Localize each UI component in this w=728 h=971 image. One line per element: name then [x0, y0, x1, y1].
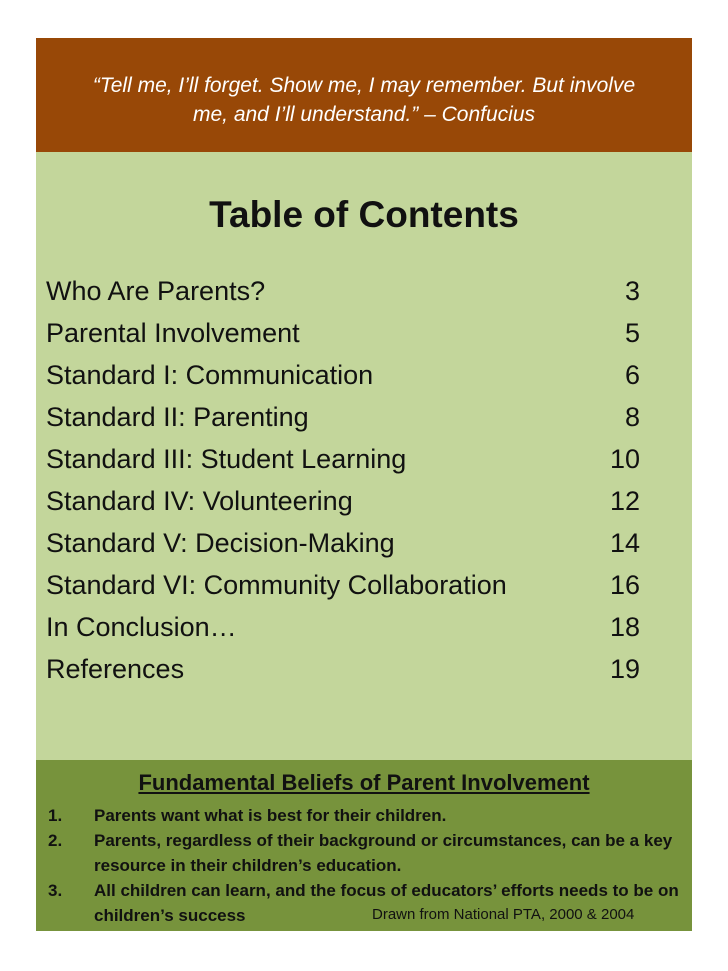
belief-text: Parents want what is best for their children. — [94, 806, 447, 825]
toc-entry-page: 19 — [609, 654, 640, 684]
toc-entry-label: Who Are Parents? — [46, 276, 266, 306]
toc-entry-label: Standard II: Parenting — [46, 402, 309, 432]
toc-entry-page: 18 — [609, 612, 640, 642]
toc-entry-page: 8 — [624, 402, 640, 432]
toc-entry — [46, 570, 640, 610]
belief-number: 2. — [48, 831, 63, 850]
toc-entry — [46, 528, 640, 568]
toc-entry-page: 10 — [609, 444, 640, 474]
toc-entry-label: Standard I: Communication — [46, 360, 374, 390]
belief-text: All children can learn, and the focus of educators’ efforts needs to be on children’s success — [94, 881, 679, 925]
toc-entry — [46, 444, 640, 484]
fundamental-beliefs-section — [36, 760, 692, 931]
quote-banner — [36, 38, 692, 152]
toc-entry — [46, 654, 640, 694]
toc-entry-page: 14 — [609, 528, 640, 558]
toc-entry-label: Standard IV: Volunteering — [46, 486, 353, 516]
source-citation: Drawn from National PTA, 2000 & 2004 — [372, 906, 635, 923]
confucius-quote: “Tell me, I’ll forget. Show me, I may remember. But involve me, and I’ll understand.” – Confucius — [92, 74, 636, 126]
toc-entry — [46, 612, 640, 652]
toc-entry-label: Standard V: Decision-Making — [46, 528, 395, 558]
toc-entry-page: 5 — [624, 318, 640, 348]
toc-entry — [46, 402, 640, 442]
toc-entry — [46, 276, 640, 316]
toc-entry-label: Standard VI: Community Collaboration — [46, 570, 507, 600]
toc-entry-page: 6 — [624, 360, 640, 390]
toc-entry-label: In Conclusion… — [46, 612, 237, 642]
toc-entry — [46, 360, 640, 400]
toc-entry-label: References — [46, 654, 185, 684]
toc-entry-page: 16 — [609, 570, 640, 600]
belief-text: Parents, regardless of their background or circumstances, can be a key resource in their children’s education. — [94, 831, 673, 875]
toc-entry-page: 12 — [609, 486, 640, 516]
toc-title: Table of Contents — [209, 194, 519, 235]
toc-entry — [46, 318, 640, 358]
belief-number: 1. — [48, 806, 63, 825]
toc-entry-label: Parental Involvement — [46, 318, 300, 348]
toc-entry-page: 3 — [624, 276, 640, 306]
document-page — [36, 38, 692, 931]
toc-entry-label: Standard III: Student Learning — [46, 444, 407, 474]
beliefs-title: Fundamental Beliefs of Parent Involvement — [138, 770, 590, 795]
belief-number: 3. — [48, 881, 63, 900]
table-of-contents-section — [36, 152, 692, 760]
toc-entry — [46, 486, 640, 526]
